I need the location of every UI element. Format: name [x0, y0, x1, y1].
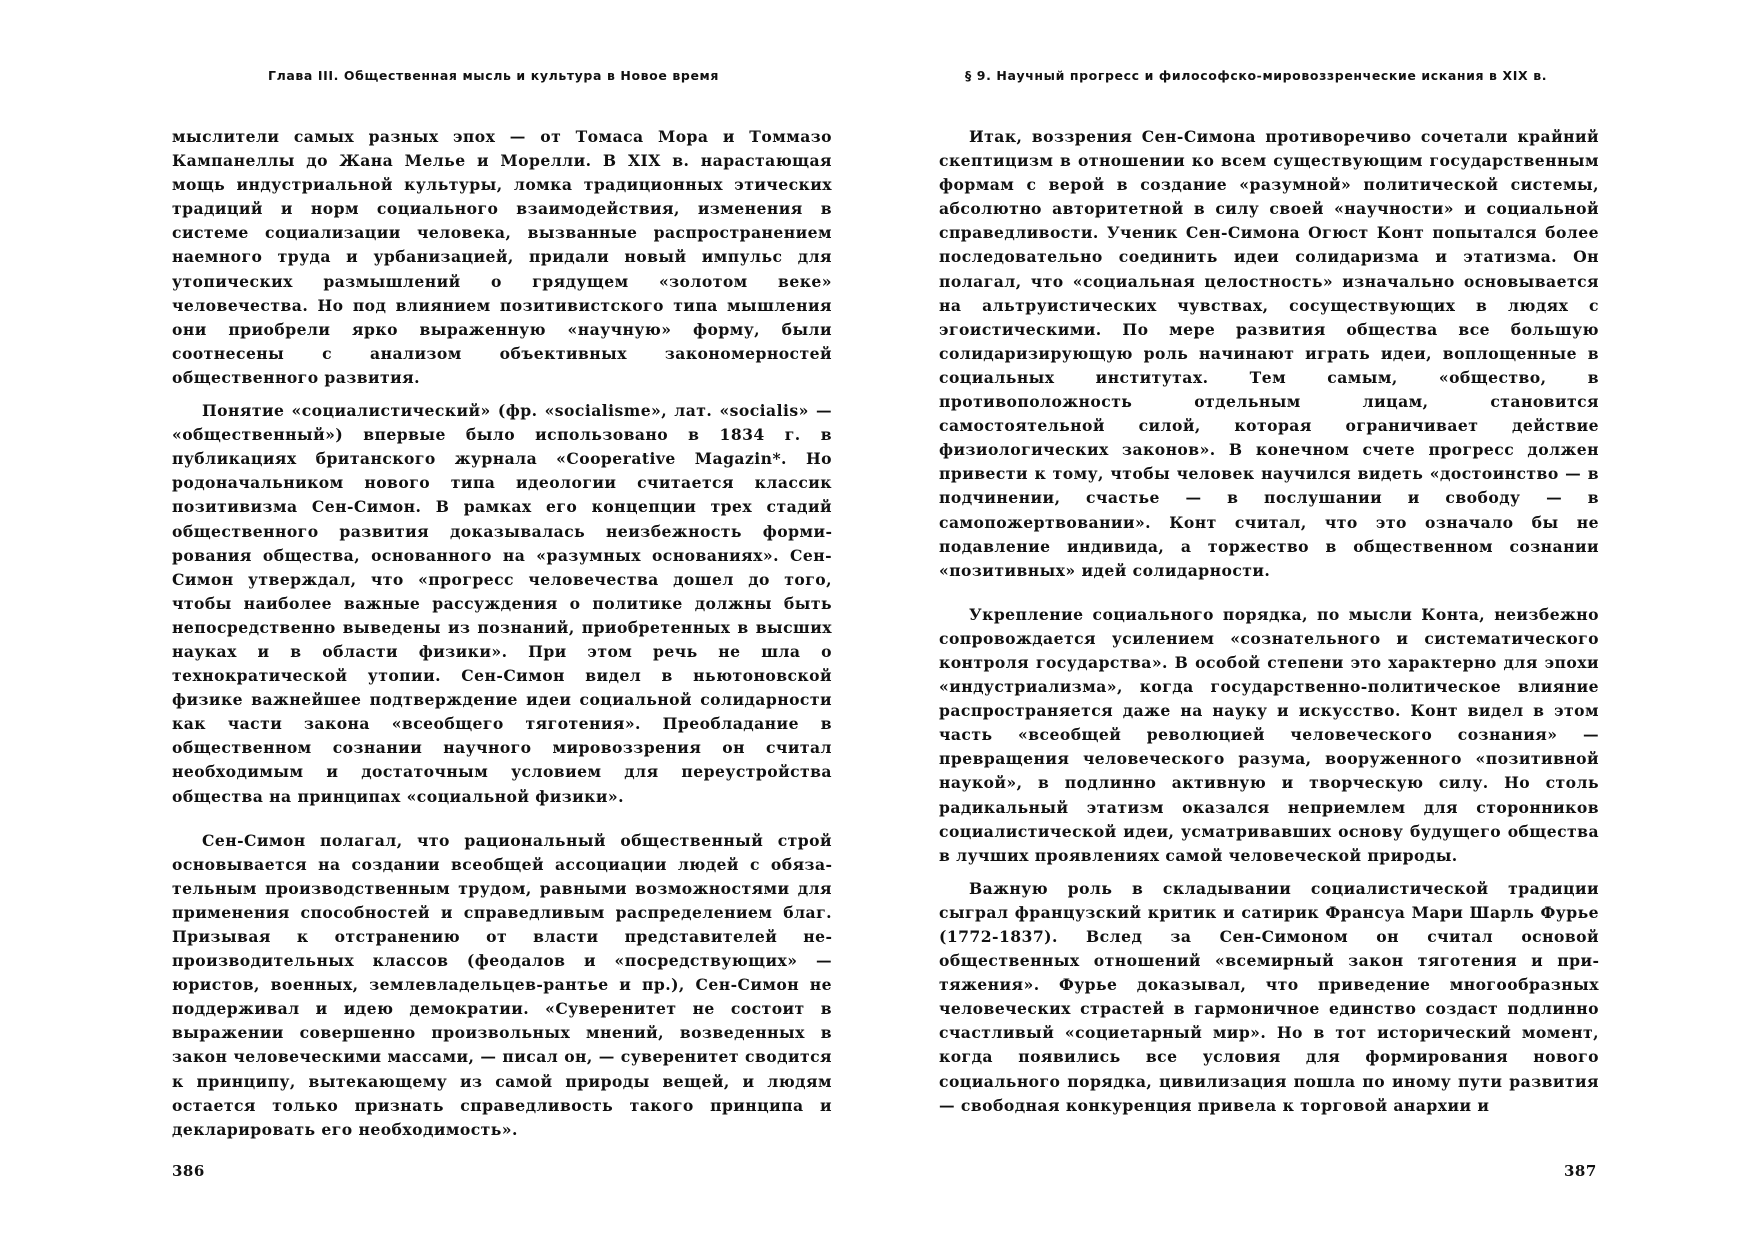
body-text — [939, 125, 1599, 1118]
running-head: Глава III. Общественная мысль и культура в Новое время — [268, 68, 719, 83]
paragraph: Важную роль в складывании социалистической традиции сыграл французский критик и сатирик Франсуа Мари Шарль Фурье (1772-1837). Вслед за Сен-Симоном он считал основой общественных отношений «всемирный закон тяготения и притяжения». Фурье доказывал, что приведение многообразных человеческих страстей в гармоничное единство создаст подлинно счастливый «социетарный мир». Но в тот исторический момент, когда появились все условия для формирования нового социального порядка, цивилизация пошла по иному пути развития — свободная конкуренция привела к торговой анархии и — [939, 878, 1599, 1115]
paragraph: мыслители самых разных эпох — от Томаса Мора и Томмазо Кампанеллы до Жана Мелье и Морелли. В XIX в. нарастающая мощь индустриальной культуры, ломка традиционных этических традиций и норм социального взаимодействия, изменения в системе социализации человека, вызванные распространением наемного труда и урбанизацией, придали новый импульс для утопических размышлений о грядущем «золотом веке» человечества. Но под влиянием позитивистского типа мышления они приобрели ярко выраженную «научную» форму, были соотнесены с анализом объективных закономерностей общественного развития. — [172, 127, 832, 387]
page-number: 387 — [1564, 1162, 1597, 1180]
paragraph: Понятие «социалистический» (фр. «socialisme», лат. «socialis» — «общественный») впервые было использовано в 1834 г. в публикациях британского журнала «Cooperative Magazin*. Но родоначальником нового типа идеологии считается классик позитивизма Сен-Симон. В рамках его концепции трех стадий общественного развития доказывалась неизбежность формирования общества, основанного на «разумных основаниях». Сен-Симон утверждал, что «прогресс человечества дошел до того, чтобы наиболее важные рассуждения о политике должны быть непосредственно выведены из познаний, приобретенных в высших науках и в области физики». При этом речь не шла о технократической утопии. Сен-Симон видел в ньютоновской физике важнейшее подтверждение идеи социальной солидарности как части закона «всеобщего тяготения». Преобладание в общественном сознании научного мировоззрения он считал необходимым и достаточным условием для переустройства общества на принципах «социальной физики». — [172, 401, 832, 806]
body-text — [172, 125, 832, 1142]
paragraph: Итак, воззрения Сен-Симона противоречиво сочетали крайний скептицизм в отношении ко всем существующим государственным формам с верой в создание «разумной» политической системы, абсолютно авторитетной в силу своей «научности» и социальной справедливости. Ученик Сен-Симона Огюст Конт попытался более последовательно соединить идеи солидаризма и этатизма. Он полагал, что «социальная целостность» изначально основывается на альтруистических чувствах, сосуществующих в людях с эгоистическими. По мере развития общества все большую солидаризирующую роль начинают играть идеи, воплощенные в социальных институтах. Тем самым, «общество, в противоположность отдельным лицам, становится самостоятельной силой, которая ограничивает действие физиологических законов». В конечном счете прогресс должен привести к тому, чтобы человек научился видеть «достоинство — в подчинении, счастье — в послушании и свободу — в самопожертвовании». Конт считал, что это означало бы не подавление индивида, а торжество в общественном сознании «позитивных» идей солидарности. — [939, 127, 1599, 580]
right-page — [877, 0, 1754, 1239]
paragraph: Сен-Симон полагал, что рациональный общественный строй основывается на создании всеобщей ассоциации людей с обязательным производственным трудом, равными возможностями для применения способностей и справедливым распределением благ. Призывая к отстранению от власти представителей непроизводительных классов (феодалов и «посредствующих» — юристов, военных, землевладельцев-рантье и пр.), Сен-Симон не поддерживал и идею демократии. «Суверенитет не состоит в выражении совершенно произвольных мнений, возведенных в закон человеческими массами, — писал он, — суверенитет сводится к принципу, вытекающему из самой природы вещей, и людям остается только признать справедливость такого принципа и декларировать его необходимость». — [172, 830, 832, 1139]
running-head: § 9. Научный прогресс и философско-мировоззренческие искания в XIX в. — [965, 68, 1548, 83]
page-number: 386 — [172, 1162, 205, 1180]
paragraph: Укрепление социального порядка, по мысли Конта, неизбежно сопровождается усилением «сознательного и систематического контроля государства». В особой степени это характерно для эпохи «индустриализма», когда государственно-политическое влияние распространяется даже на науку и искусство. Конт видел в этом часть «всеобщей революцией человеческого сознания» — превращения человеческого разума, вооруженного «позитивной наукой», в подлинно активную и творческую силу. Но столь радикальный этатизм оказался неприемлем для сторонников социалистической идеи, усматривавших основу будущего общества в лучших проявлениях самой человеческой природы. — [939, 604, 1599, 865]
